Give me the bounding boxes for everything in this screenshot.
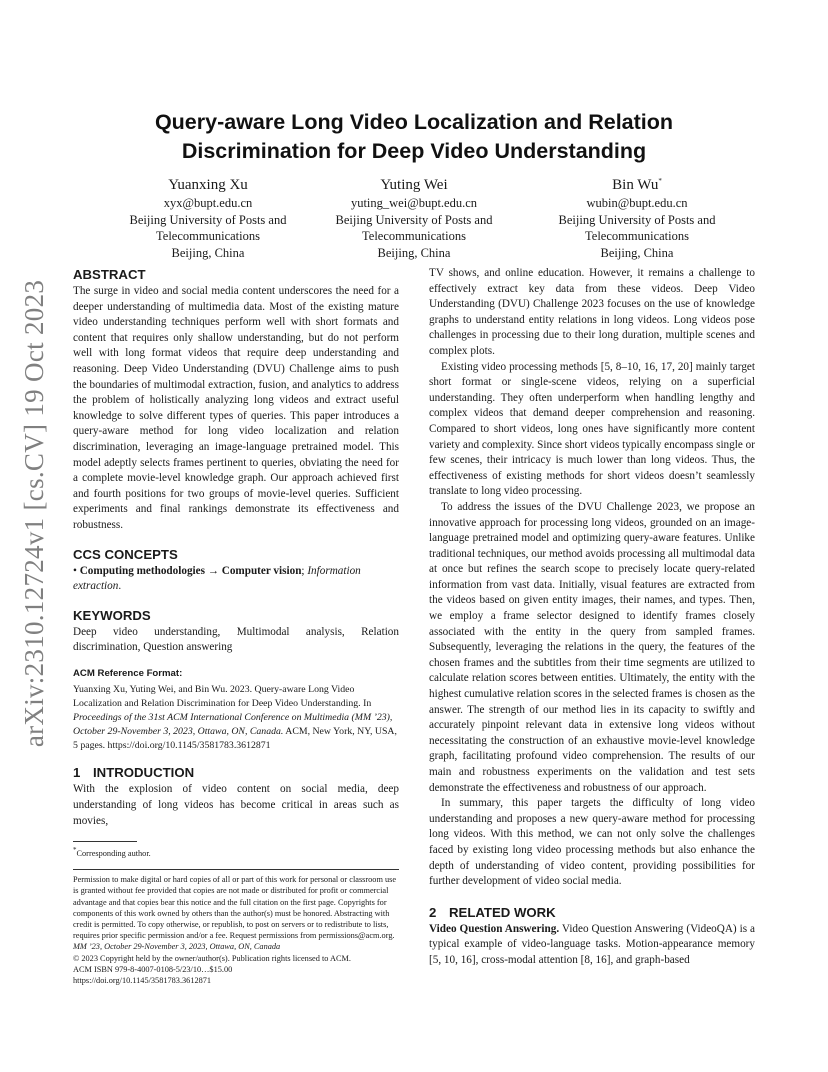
author-block [314,175,514,261]
section-heading-introduction: 1 INTRODUCTION [73,765,195,781]
author-email: wubin@bupt.edu.cn [586,196,688,210]
author-block [537,175,737,261]
intro-paragraph-1b: TV shows, and online education. However, it remains a challenge to effectively extract key data from these videos. Deep Video Understanding (DVU) Challenge 2023 focuses on the use of knowledge graphs to understand entity relations in long videos. Long videos pose challenges in processing due to their long duration, multiple scenes and complex plots. [429,267,755,357]
footnote-rule [73,841,137,842]
permission-rule [73,869,399,870]
title-line-2: Discrimination for Deep Video Understanding [181,139,647,163]
right-column [429,266,755,969]
author-location: Beijing, China [377,245,451,260]
related-work-paragraph: Video Question Answering. Video Question Answering (VideoQA) is a typical example of video-language tasks. Motion-appearance memory [5, 10, 16], cross-modal attention [8, 16], and graph-based [429,922,755,966]
author-affiliation: Beijing University of Posts and [335,212,493,227]
intro-paragraph-4: In summary, this paper targets the difficulty of long video understanding and proposes a new query-aware method for processing long videos. With this method, we can not only solve the challenges faced by existing long video processing methods but also enhance the depth of understanding of video content, providing possibilities for further development of video social media. [429,797,755,888]
author-affiliation-cont: Telecommunications [362,229,466,243]
author-location: Beijing, China [600,245,674,260]
author-affiliation-cont: Telecommunications [156,229,260,243]
author-email: yuting_wei@bupt.edu.cn [350,196,478,210]
arxiv-identifier: arXiv:2310.12724v1 [cs.CV] 19 Oct 2023 [19,279,50,747]
isbn: ACM ISBN 979-8-4007-0108-5/23/10…$15.00 [73,964,233,974]
footnote: *Corresponding author. [73,846,151,859]
author-affiliation: Beijing University of Posts and [558,212,716,227]
section-heading-related-work: 2 RELATED WORK [429,904,556,920]
corresponding-author-mark: * [658,177,662,185]
ccs-concepts: • Computing methodologies → Computer vision; Information extraction. [73,564,361,593]
keywords-text: Deep video understanding, Multimodal analysis, Relation discrimination, Question answering [73,625,399,654]
doi-link[interactable]: https://doi.org/10.1145/3581783.3612871 [73,976,212,986]
intro-paragraph-3: To address the issues of the DVU Challenge 2023, we propose an innovative approach for processing long videos, grounded on an image-language pretrained model and optimizing query-aware features. Unlike traditional techniques, our method avoids processing all multimodal data at once but refines the search scope to precisely locate query-related information from vast data. Initially, visual features are extracted from the videos based on given entity images, their names, and types. Then, we employ a frame selector designed to identify frames closely associated with the entity in the query from sampled frames. Subsequently, leveraging the relations in the query, the features of the chosen frames and the subtitles from their time segments are utilized to calculate relation scores between entities. Ultimately, the entity with the highest cumulative relation scores in the selected frames is chosen as the answer. The strength of our method lies in its capacity to swiftly and accurately pinpoint relevant data in extensive long videos without necessitating the construction of an exhaustive movie-level knowledge graph, facilitating profound video comprehension. The results of our main and robustness experiments on the validation and test sets demonstrate the effectiveness and robustness of our approach. [429,500,755,794]
paper-title [70,108,758,166]
acm-reference-text: Yuanxing Xu, Yuting Wei, and Bin Wu. 2023. Query-aware Long Video Localization and Relation Discrimination for Deep Video Understanding. In Proceedings of the 31st ACM International Conference on Multimedia (MM ’23), October 29-November 3, 2023, Ottawa, ON, Canada. ACM, New York, NY, USA, 5 pages. https://doi.org/10.1145/3581783.3612871 [73,684,397,751]
author-location: Beijing, China [171,245,245,260]
conference-venue: MM ’23, October 29-November 3, 2023, Ottawa, ON, Canada [73,942,281,952]
intro-paragraph-2: Existing video processing methods [5, 8–10, 16, 17, 20] mainly target short format or single-scene videos, relying on a superficial understanding. They often underperform when handling lengthy and complex videos that demand deeper comprehension and reasoning. Compared to short videos, long ones have significantly more content variety and complexity. Since short videos typically encompass single or few scenes, their intricacy is much lower than long videos. Thus, the effectiveness of existing methods for short videos doesn’t seamlessly translate to long video processing. [429,360,755,498]
author-name: Bin Wu* [612,177,662,193]
title-line-1: Query-aware Long Video Localization and Relation [154,110,674,134]
acm-reference-heading: ACM Reference Format: [73,667,183,679]
author-email: xyx@bupt.edu.cn [163,196,253,210]
ccs-heading: CCS CONCEPTS [73,546,178,562]
left-column [73,266,399,986]
author-block [108,175,308,261]
abstract-heading: ABSTRACT [73,267,146,282]
author-name: Yuanxing Xu [168,177,248,193]
permission-notice: Permission to make digital or hard copies of all or part of this work for personal or classroom use is granted without fee provided that copies are not made or distributed for profit or commercial advantage and that copies bear this notice and the full citation on the first page. Copyrights for components of this work owned by others than the author(s) must be honored. Abstracting with credit is permitted. To copy otherwise, or republish, to post on servers or to redistribute to lists, requires prior specific permission and/or a fee. Request permissions from permissions@acm.org. [73,875,397,941]
author-affiliation-cont: Telecommunications [585,229,689,243]
intro-paragraph-1a: With the explosion of video content on social media, deep understanding of long videos has become critical in areas such as movies, [73,783,399,827]
abstract-text: The surge in video and social media content underscores the need for a deeper understanding of multimedia data. Most of the existing mature video understanding techniques perform well with short formats and content that requires only shallow understanding, but do not perform well with long format videos that require deep understanding and reasoning. Deep Video Understanding (DVU) Challenge aims to push the boundaries of multimodal extraction, fusion, and analytics to address the problem of holistically analyzing long videos and extract useful knowledge to solve different types of queries. This paper introduces a query-aware method for long video localization and relation discrimination, leveraging an image-language pretrained model. This model adeptly selects frames pertinent to queries, obviating the need for a complete movie-level knowledge graph. Our approach achieved first and fourth positions for two groups of movie-level queries. Sufficient experiments and final rankings demonstrate its effectiveness and robustness. [73,285,399,531]
author-name: Yuting Wei [380,177,448,193]
keywords-heading: KEYWORDS [73,607,151,623]
copyright-notice: © 2023 Copyright held by the owner/author(s). Publication rights licensed to ACM. [73,953,351,963]
author-affiliation: Beijing University of Posts and [129,212,287,227]
